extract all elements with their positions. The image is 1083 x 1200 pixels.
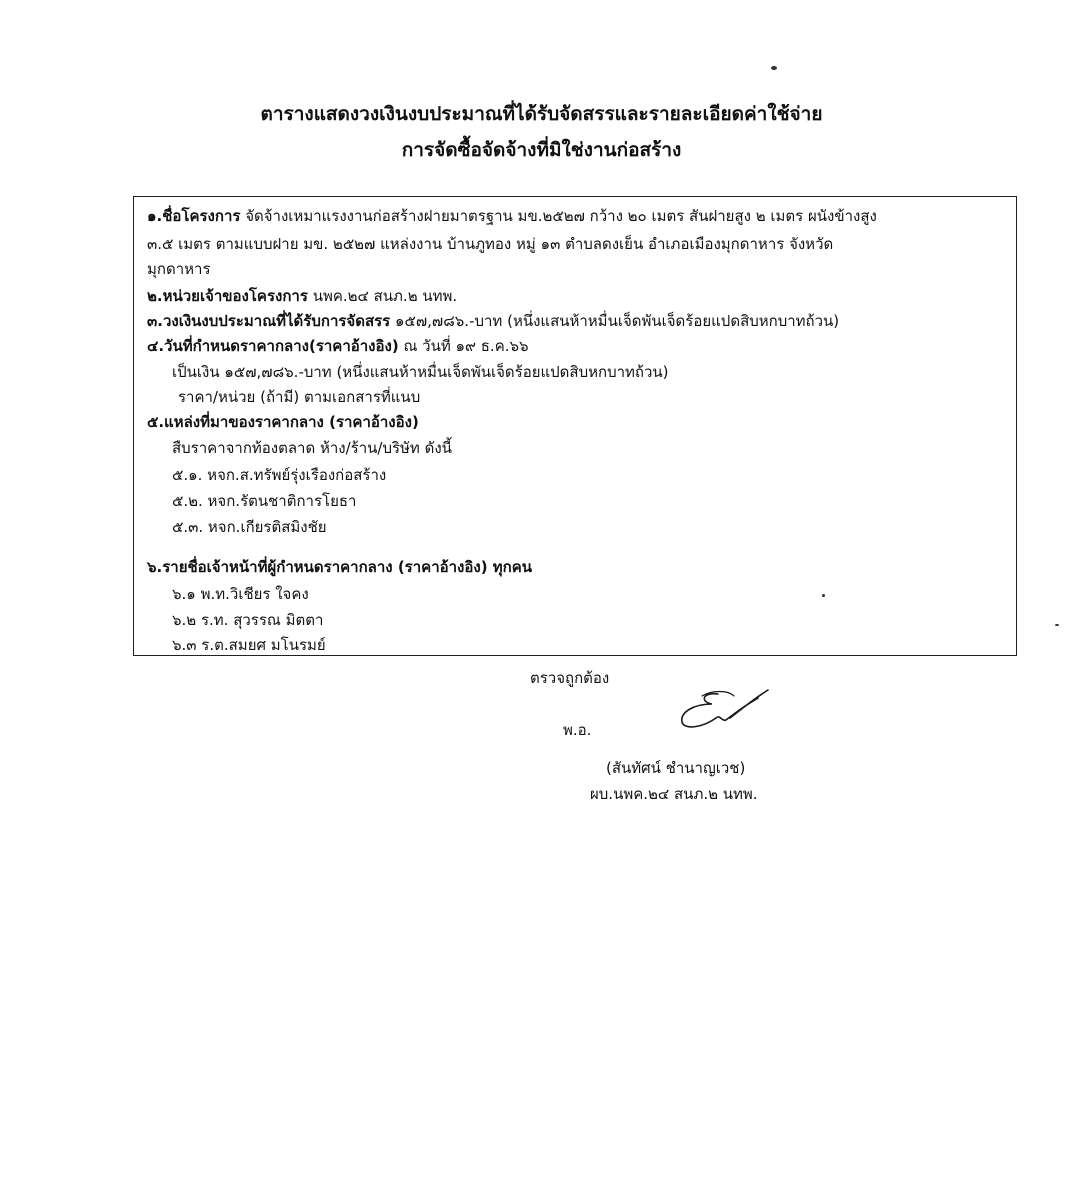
handwritten-signature xyxy=(672,688,782,738)
item1-line1 xyxy=(147,206,877,226)
signer-rank: พ.อ. xyxy=(563,721,592,739)
item2-label: ๒.หน่วยเจ้าของโครงการ xyxy=(147,287,308,305)
signer-name: (สันทัศน์ ชำนาญเวช) xyxy=(606,759,746,777)
item2-line xyxy=(147,286,457,306)
item4-label: ๔.วันที่กำหนดราคากลาง(ราคาอ้างอิง) xyxy=(147,337,399,355)
item2-text: นพค.๒๔ สนภ.๒ นทพ. xyxy=(312,287,458,305)
item6-sub2: ๖.๒ ร.ท. สุวรรณ มิตตา xyxy=(172,611,324,629)
item4-line xyxy=(147,336,529,356)
item5-sub0: สืบราคาจากท้องตลาด ห้าง/ร้าน/บริษัท ดังนี้ xyxy=(172,439,452,457)
item1-label: ๑.ชื่อโครงการ xyxy=(147,207,241,225)
item1-text-c: มุกดาหาร xyxy=(147,260,211,278)
document-title: ตารางแสดงวงเงินงบประมาณที่ได้รับจัดสรรและรายละเอียดค่าใช้จ่าย xyxy=(260,103,823,125)
scan-speck xyxy=(771,66,777,70)
item3-label: ๓.วงเงินงบประมาณที่ได้รับการจัดสรร xyxy=(147,312,391,330)
item1-text-a: จัดจ้างเหมาแรงงานก่อสร้างฝายมาตรฐาน มข.๒๕๒๗ กว้าง ๒๐ เมตร สันฝายสูง ๒ เมตร ผนังข้างสูง xyxy=(245,207,877,225)
item4-text: ณ วันที่ ๑๙ ธ.ค.๖๖ xyxy=(403,337,529,355)
item6-label: ๖.รายชื่อเจ้าหน้าที่ผู้กำหนดราคากลาง (ราคาอ้างอิง) ทุกคน xyxy=(147,558,533,576)
item6-sub3: ๖.๓ ร.ต.สมยศ มโนรมย์ xyxy=(172,636,326,654)
item6-sub1: ๖.๑ พ.ท.วิเชียร ใจคง xyxy=(172,585,309,603)
item3-line xyxy=(147,311,839,331)
item3-text: ๑๕๗,๗๘๖.-บาท (หนึ่งแสนห้าหมื่นเจ็ดพันเจ็ดร้อยแปดสิบหกบาทถ้วน) xyxy=(395,312,840,330)
item5-sub2: ๕.๒. หจก.รัตนชาติการโยธา xyxy=(172,492,357,510)
signer-position: ผบ.นพค.๒๔ สนภ.๒ นทพ. xyxy=(590,785,758,803)
verified-label: ตรวจถูกต้อง xyxy=(530,669,610,687)
scan-speck xyxy=(1055,624,1059,626)
document-subtitle: การจัดซื้อจัดจ้างที่มิใช่งานก่อสร้าง xyxy=(401,139,682,161)
scan-speck xyxy=(822,594,825,597)
item5-sub3: ๕.๓. หจก.เกียรติสมิงชัย xyxy=(172,518,327,536)
item5-label: ๕.แหล่งที่มาของราคากลาง (ราคาอ้างอิง) xyxy=(147,413,419,431)
item4-sub1: เป็นเงิน ๑๕๗,๗๘๖.-บาท (หนึ่งแสนห้าหมื่นเจ็ดพันเจ็ดร้อยแปดสิบหกบาทถ้วน) xyxy=(172,363,669,381)
item1-text-b: ๓.๕ เมตร ตามแบบฝาย มข. ๒๕๒๗ แหล่งงาน บ้านภูทอง หมู่ ๑๓ ตำบลดงเย็น อำเภอเมืองมุกดาหาร จังหวัด xyxy=(147,235,834,253)
item5-sub1: ๕.๑. หจก.ส.ทรัพย์รุ่งเรืองก่อสร้าง xyxy=(172,466,387,484)
item4-sub2: ราคา/หน่วย (ถ้ามี) ตามเอกสารที่แนบ xyxy=(178,388,421,406)
